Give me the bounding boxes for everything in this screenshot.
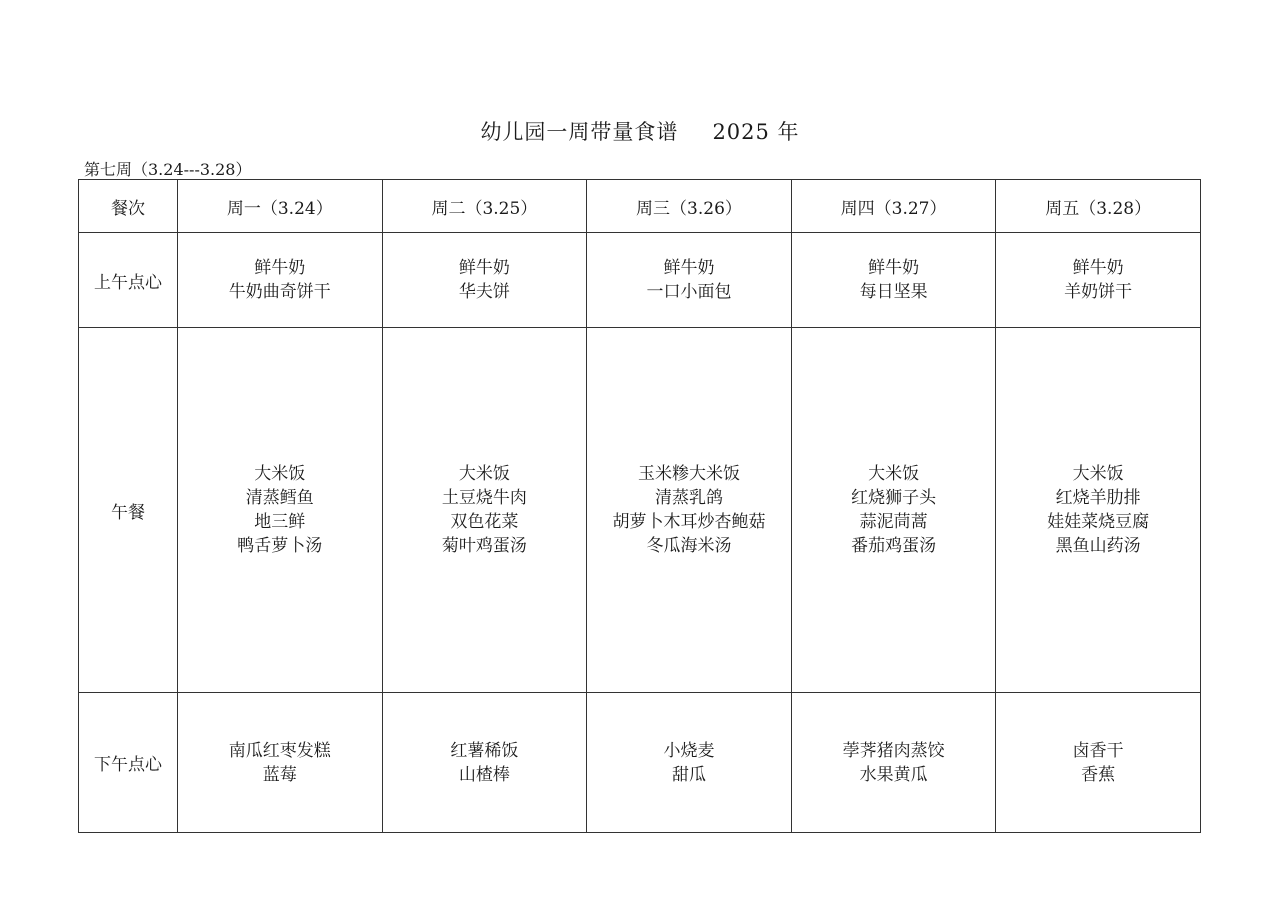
menu-cell (996, 693, 1201, 833)
day-header-tue: 周二（3.25） (382, 180, 587, 233)
menu-item: 小烧麦 (663, 740, 715, 761)
menu-item: 蒜泥茼蒿 (859, 512, 928, 532)
meal-row-afternoon-snack (79, 693, 1201, 833)
menu-item: 菊叶鸡蛋汤 (441, 536, 527, 556)
title-text: 幼儿园一周带量食谱 (480, 120, 679, 144)
menu-item: 红烧羊肋排 (1055, 488, 1141, 508)
menu-cell (178, 233, 383, 328)
menu-item: 南瓜红枣发糕 (228, 740, 331, 761)
day-header-wed: 周三（3.26） (587, 180, 792, 233)
menu-table (78, 179, 1201, 833)
menu-cell (996, 328, 1201, 693)
week-label: 第七周（3.24---3.28） (84, 160, 252, 179)
menu-item: 红薯稀饭 (450, 740, 519, 761)
document-title (0, 116, 1280, 146)
menu-item: 玉米糁大米饭 (637, 464, 740, 484)
menu-item: 山楂棒 (458, 764, 510, 785)
meal-name: 下午点心 (79, 693, 178, 833)
menu-cell (382, 693, 587, 833)
menu-cell (382, 328, 587, 693)
menu-item: 地三鲜 (254, 512, 306, 532)
menu-item: 牛奶曲奇饼干 (228, 282, 331, 302)
menu-cell (382, 233, 587, 328)
meal-name: 午餐 (79, 328, 178, 693)
day-header-fri: 周五（3.28） (996, 180, 1201, 233)
menu-item: 娃娃菜烧豆腐 (1047, 512, 1150, 532)
menu-item: 鲜牛奶 (1072, 258, 1124, 278)
menu-item: 一口小面包 (646, 282, 732, 302)
menu-item: 大米饭 (254, 464, 306, 484)
menu-cell (587, 233, 792, 328)
menu-item: 鸭舌萝卜汤 (237, 536, 323, 556)
menu-item: 双色花菜 (450, 512, 519, 532)
day-header-thu: 周四（3.27） (791, 180, 996, 233)
menu-item: 水果黄瓜 (859, 764, 928, 785)
menu-cell (791, 693, 996, 833)
menu-item: 大米饭 (458, 464, 510, 484)
menu-cell (587, 328, 792, 693)
menu-item: 羊奶饼干 (1064, 282, 1133, 302)
menu-cell (178, 328, 383, 693)
day-header-mon: 周一（3.24） (178, 180, 383, 233)
menu-item: 土豆烧牛肉 (441, 488, 527, 508)
menu-item: 清蒸鳕鱼 (245, 488, 314, 508)
menu-cell (791, 328, 996, 693)
menu-item: 冬瓜海米汤 (646, 536, 732, 556)
menu-item: 鲜牛奶 (458, 258, 510, 278)
menu-item: 大米饭 (868, 464, 920, 484)
menu-item: 华夫饼 (458, 282, 510, 302)
header-row (79, 180, 1201, 233)
meal-row-morning-snack (79, 233, 1201, 328)
meal-row-lunch (79, 328, 1201, 693)
menu-item: 荸荠猪肉蒸饺 (842, 740, 945, 761)
menu-cell (587, 693, 792, 833)
menu-item: 鲜牛奶 (254, 258, 306, 278)
title-year: 2025 年 (712, 120, 800, 144)
menu-item: 胡萝卜木耳炒杏鲍菇 (612, 512, 766, 532)
menu-item: 红烧狮子头 (851, 488, 937, 508)
menu-cell (996, 233, 1201, 328)
menu-cell (178, 693, 383, 833)
menu-item: 每日坚果 (859, 282, 928, 302)
menu-item: 大米饭 (1072, 464, 1124, 484)
meal-name: 上午点心 (79, 233, 178, 328)
menu-item: 黑鱼山药汤 (1055, 536, 1141, 556)
menu-item: 番茄鸡蛋汤 (851, 536, 937, 556)
menu-item: 香蕉 (1081, 764, 1116, 785)
menu-item: 卤香干 (1072, 740, 1124, 761)
menu-item: 鲜牛奶 (663, 258, 715, 278)
menu-item: 蓝莓 (262, 764, 297, 785)
menu-item: 鲜牛奶 (868, 258, 920, 278)
menu-item: 甜瓜 (671, 764, 706, 785)
corner-header: 餐次 (79, 180, 178, 233)
menu-cell (791, 233, 996, 328)
menu-item: 清蒸乳鸽 (654, 488, 723, 508)
